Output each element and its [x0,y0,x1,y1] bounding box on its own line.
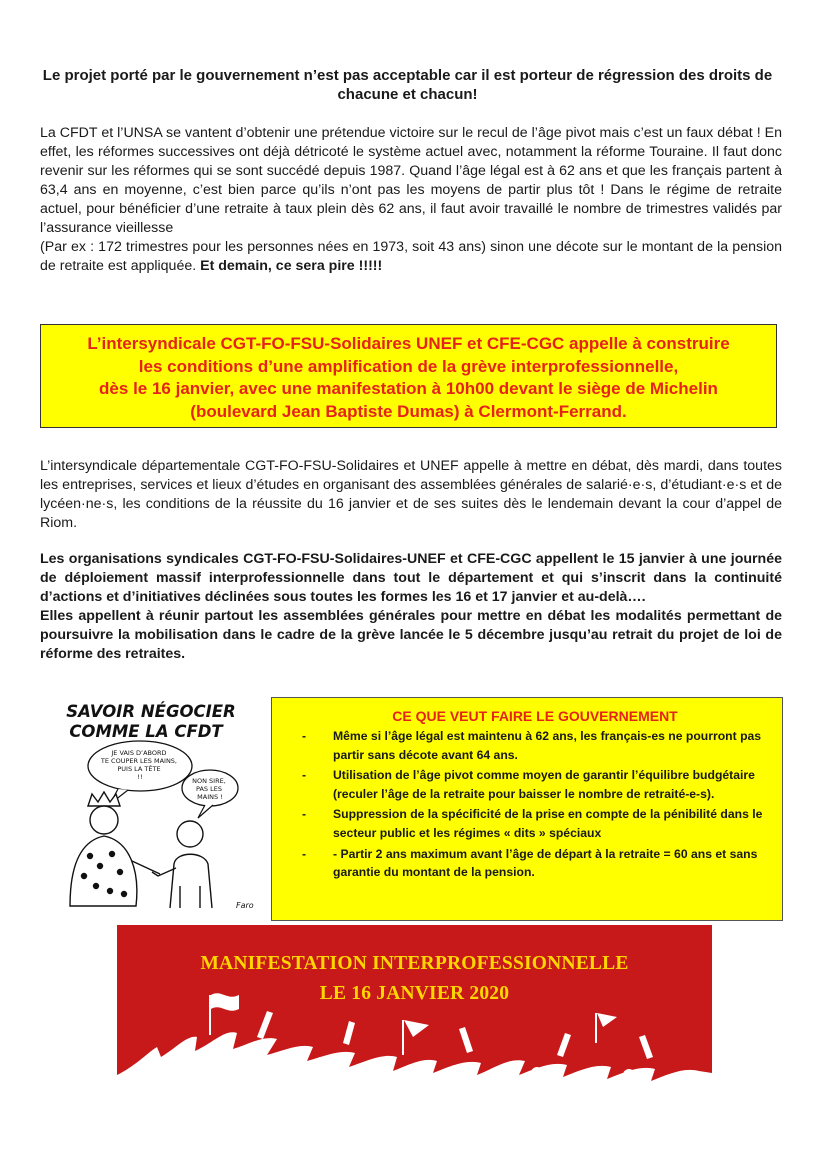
callout-line: les conditions d’une amplification de la grève interprofessionnelle, [138,356,679,376]
speech-bubble-tail [198,805,213,818]
cartoon-title-1: SAVOIR NÉGOCIER [66,702,236,721]
callout-line: dès le 16 janvier, avec une manifestation à 10h00 devant le siège de Michelin [99,379,718,398]
list-item: - Même si l’âge légal est maintenu à 62 ans, les français-es ne pourront pas partir sans décote avant 64 ans. [302,729,762,762]
bullet-dash: - [302,846,307,861]
gov-list [302,727,768,882]
intro-paragraph [40,124,782,276]
bullet-dash: - [302,807,307,822]
body-paragraph-3: Elles appellent à réunir partout les assemblées générales pour mettre en débat les modalités permettant de poursuivre la mobilisation dans le cadre de la grève lancée le 5 décembre jusqu’au retrait du projet de loi de réforme des retraites. [40,608,782,662]
list-item: - Utilisation de l’âge pivot comme moyen de garantir l’équilibre budgétaire (reculer l’âge de la retraite pour baisser le nombre de retraité-e-s). [302,768,755,801]
cartoon-signature: Faro [236,901,254,910]
bubble2-text: NON SIRE, PAS LES MAINS ! [192,777,226,801]
gov-box-title: CE QUE VEUT FAIRE LE GOUVERNEMENT [392,708,678,724]
cartoon-illustration [40,696,262,914]
man-figure [152,821,212,908]
callout-line: L’intersyndicale CGT-FO-FSU-Solidaires UNEF et CFE-CGC appelle à construire [87,334,730,353]
intro-text: La CFDT et l’UNSA se vantent d’obtenir une prétendue victoire sur le recul de l’âge pivot mais c’est un faux débat ! En effet, les réformes successives ont déjà détricoté le système actuel avec, notamment la réforme Touraine. Il faut donc revenir sur les réformes qui se sont succédé depuis 1987. Quand l’âge légal est à 62 ans et que les français partent à 63,4 ans en moyenne, c’est bien parce qu’ils n’ont pas les moyens de partir plus tôt ! Dans le régime de retraite actuel, pour bénéficier d’une retraite à taux plein dès 62 ans, il faut avoir travaillé le nombre de trimestres validés par l’assurance vieillesse [40,125,782,236]
body-paragraph-1: L’intersyndicale départementale CGT-FO-FSU-Solidaires et UNEF appelle à mettre en débat, dès mardi, dans toutes les entreprises, services et lieux d’études en organisant des assemblées générales de salarié·e·s, d’étudiant·e·s et de lycéen·ne·s, les conditions de la réussite du 16 janvier et de ses suites dès le lendemain devant la cour d’appel de Riom. [40,458,782,531]
banner-date: LE 16 JANVIER 2020 [319,983,510,1004]
body-paragraph-bold [40,550,782,664]
demonstration-banner [117,925,712,1095]
cartoon-drawing [40,696,262,914]
intro-title: Le projet porté par le gouvernement n’est pas acceptable car il est porteur de régression des droits de chacune et chacun! [42,67,773,103]
intro-emphasis: Et demain, ce sera pire !!!!! [200,258,383,274]
bubble1-text: JE VAIS D’ABORD TE COUPER LES MAINS, PUIS LA TÊTE !! [100,749,178,781]
intro-example: (Par ex : 172 trimestres pour les personnes nées en 1973, soit 43 ans) sinon une décote sur le montant de la pension de retraite est appliquée. [40,239,782,274]
strike-callout [40,324,777,428]
government-plan-box [271,697,783,921]
king-figure [70,792,160,906]
callout-line: (boulevard Jean Baptiste Dumas) à Clermont-Ferrand. [190,401,627,421]
banner-title: MANIFESTATION INTERPROFESSIONNELLE [200,953,629,974]
bullet-dash: - [302,729,307,743]
body-paragraph-2: Les organisations syndicales CGT-FO-FSU-Solidaires-UNEF et CFE-CGC appellent le 15 janvier à une journée de déploiement massif interprofessionnelle dans tout le département et qui s’inscrit dans la continuité d’actions et d’initiatives déclinées sous toutes les formes les 16 et 17 janvier et au-delà…. [40,551,782,605]
list-item: - Suppression de la spécificité de la prise en compte de la pénibilité dans le secteur public et les régimes « dits » spéciaux [302,807,763,840]
cartoon-title-2: COMME LA CFDT [69,722,223,741]
bullet-dash: - [302,768,307,783]
crowd-silhouette [117,925,712,1095]
list-item: - - Partir 2 ans maximum avant l’âge de départ à la retraite = 60 ans et sans garantie du montant de la pension. [302,846,758,880]
